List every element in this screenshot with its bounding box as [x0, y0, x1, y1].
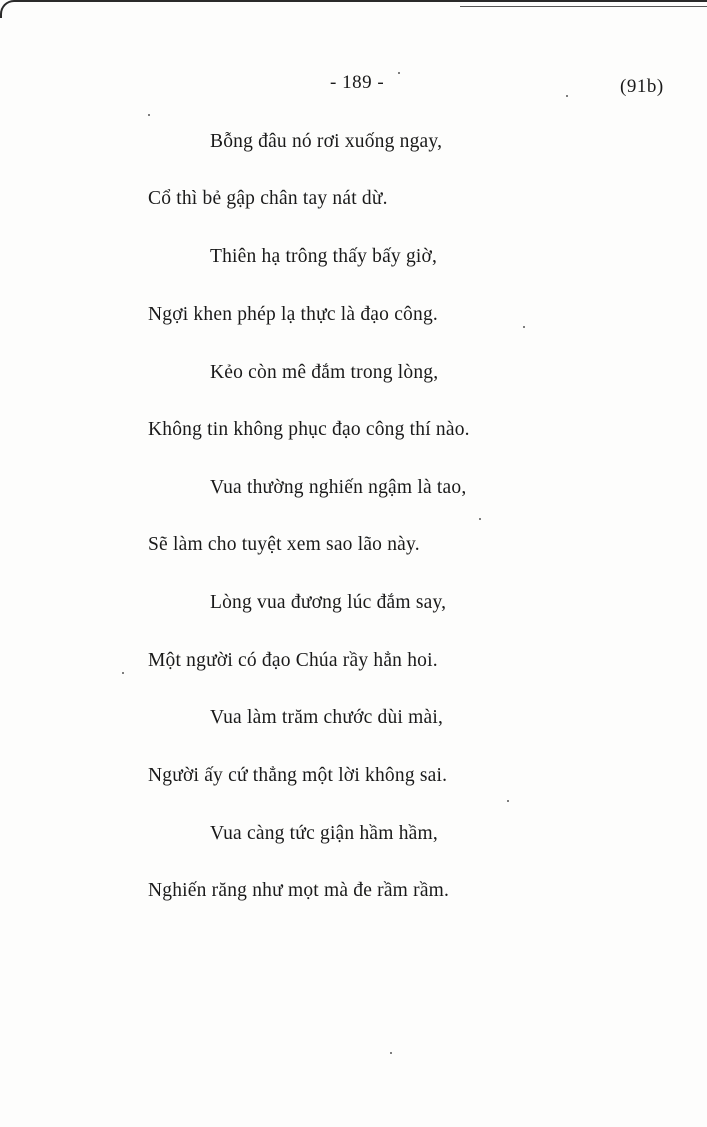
scan-speck: [507, 800, 509, 802]
verse-line: Bỗng đâu nó rơi xuống ngay,: [210, 131, 443, 152]
scan-speck: [122, 672, 124, 674]
scan-speck: [479, 518, 481, 520]
verse-line: Sẽ làm cho tuyệt xem sao lão này.: [148, 534, 420, 555]
verse-line: Ngợi khen phép lạ thực là đạo công.: [148, 304, 438, 325]
verse-line: Vua thường nghiến ngậm là tao,: [210, 477, 467, 498]
folio-label: (91b): [620, 76, 664, 97]
verse-line: Thiên hạ trông thấy bấy giờ,: [210, 246, 438, 267]
scan-speck: [523, 326, 525, 328]
scan-speck: [148, 114, 150, 116]
scan-speck: [398, 72, 400, 74]
verse-line: Nghiến răng như mọt mà đe rầm rầm.: [148, 880, 450, 901]
scan-speck: [566, 95, 568, 97]
verse-line: Kẻo còn mê đắm trong lòng,: [210, 362, 439, 383]
verse-line: Không tin không phục đạo công thí nào.: [148, 419, 470, 440]
top-border-thin-line: [460, 6, 707, 7]
top-border-line: [0, 0, 707, 18]
scan-speck: [390, 1052, 392, 1054]
verse-line: Lòng vua đương lúc đắm say,: [210, 592, 447, 613]
verse-line: Vua càng tức giận hầm hầm,: [210, 823, 438, 844]
verse-line: Người ấy cứ thẳng một lời không sai.: [148, 765, 448, 786]
verse-line: Một người có đạo Chúa rầy hẳn hoi.: [148, 650, 438, 671]
verse-line: Vua làm trăm chước dùi mài,: [210, 707, 444, 728]
page-number: - 189 -: [330, 72, 385, 93]
verse-line: Cổ thì bẻ gập chân tay nát dừ.: [148, 188, 388, 209]
